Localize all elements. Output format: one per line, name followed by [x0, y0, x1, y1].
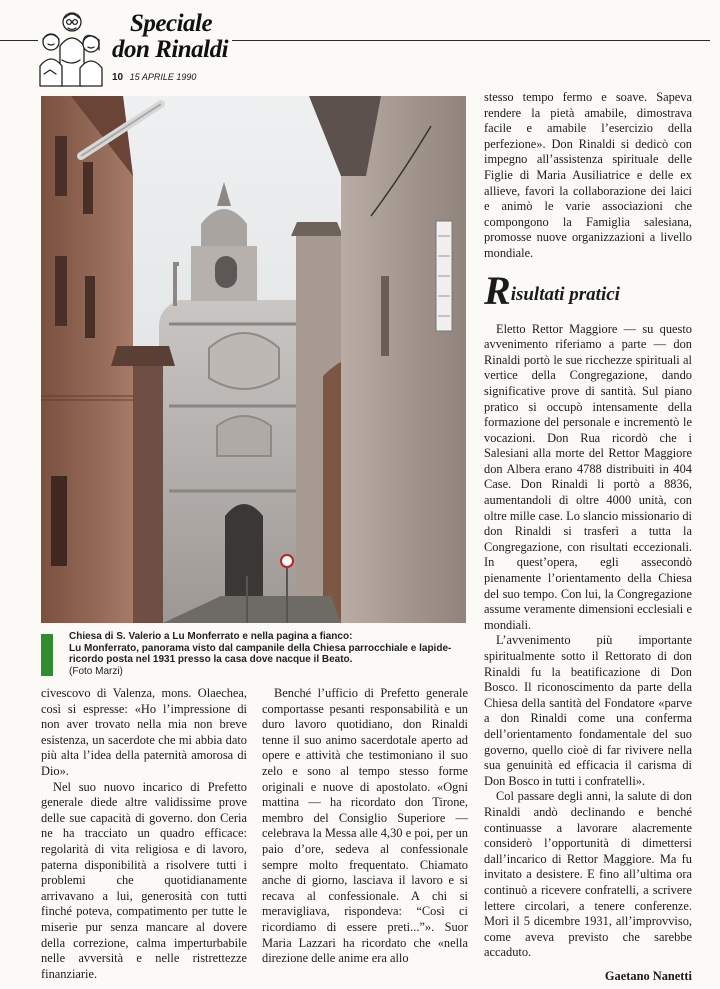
paragraph: Eletto Rettor Maggiore — su questo avvenimento riferiamo a parte — don Rinaldi portò le sue ricchezze spirituali al vertice della Congregazione, dando significative prove di santità. Sul piano pratico si occupò intensamente della formazione del personale e incrementò le vocazioni. Don Rua ricordò che i Salesiani alla morte del Rettor Maggiore don Albera erano 4788 distribuiti in 404 Case. Don Rinaldi li portò a 8836, aumentandoli di oltre 4000 unità, con oltre mille case. Lo slancio missionario di don Rinaldi si trasferì a tutta la Congregazione, con risultati eccezionali. In quest’opera, egli assecondò pienamente l’orientamento della Chiesa del suo tempo. Con lui, la Congregazione assume veramente dimensioni ecclesiali e mondiali.: [484, 321, 692, 632]
article-column-3: [484, 90, 692, 984]
header-rule-right: [232, 40, 710, 41]
issue-number: 10: [112, 72, 124, 83]
issue-date: 15 APRILE 1990: [129, 72, 197, 82]
author-signature: Gaetano Nanetti: [604, 968, 692, 983]
page-header: [0, 0, 720, 92]
photo-credit: (Foto Marzi): [69, 665, 123, 677]
caption-line-2: Lu Monferrato, panorama visto dal campanile della Chiesa parrocchiale e lapide-ricordo posta nel 1931 presso la casa dove nacque il Beato.: [69, 642, 452, 665]
article-column-1: [41, 686, 247, 982]
paragraph: civescovo di Valenza, mons. Olaechea, così si espresse: «Ho l’impressione di non aver trovato nella mia non breve esistenza, un sacerdote che mi abbia dato più alta l’idea della paternità amorosa di Dio».: [41, 686, 247, 778]
article-column-2: [262, 686, 468, 967]
paragraph: Col passare degli anni, la salute di don Rinaldi andò declinando e benché continuasse a lavorare alacremente considerò l’opportunità di dimettersi dall’incarico di Rettor Maggiore. Ma fu invitato a desistere. E fino all’ultima ora continuò a ricevere confratelli, a scrivere lettere circolari, a tenere conferenze. Morì il 5 dicembre 1931, all’improvviso, come aveva previsto che sarebbe accaduto.: [484, 789, 692, 960]
section-heading: [484, 267, 692, 313]
paragraph: L’avvenimento più importante spiritualmente sotto il Rettorato di don Rinaldi fu la beatificazione di Don Bosco. Il riconoscimento da parte della Chiesa della santità del Fondatore «parve a don Rinaldi come una conferma dell’orientamento fondamentale del suo governo, quello cioè di far rivivere nella sua genuinità ed efficacia il carisma di Don Bosco in tutti i confratelli».: [484, 633, 692, 788]
caption-accent-bar: [41, 634, 53, 676]
header-rule-left: [0, 40, 38, 41]
issue-info: [112, 72, 196, 83]
section-heading-text: isultati pratici: [510, 283, 620, 305]
paragraph: Nel suo nuovo incarico di Prefetto generale diede altre validissime prove delle sue capacità di governo. don Ceria ne ha tracciato un quadro efficace: regolarità di vita religiosa e di lavoro, paterna disponibilità a risolvere tutti i problemi che quotidianamente arrivavano a lui, generosità con tutti finché poteva, compatimento per tutte le miserie pur senza mancare al dovere della correzione, calma imperturbabile nelle avversità e nelle ristrettezze finanziarie.: [41, 779, 247, 981]
photo-caption: [41, 631, 466, 677]
caption-text: [69, 631, 466, 677]
paragraph: stesso tempo fermo e soave. Sapeva rendere la pietà amabile, dimostrava facile e amabile l’esercizio della perfezione». Don Rinaldi si dedicò con impegno all’assistenza spirituale delle Figlie di Maria Ausiliatrice e delle ex allieve, favorì la collaborazione dei laici e animò le varie associazioni che compongono la Famiglia salesiana, promosse nuove organizzazioni a livello mondiale.: [484, 90, 692, 260]
cartoon-figures-icon: [36, 6, 106, 88]
logo-line-2: don Rinaldi: [112, 36, 229, 63]
paragraph: Benché l’ufficio di Prefetto generale comportasse pesanti responsabilità e un duro lavoro quotidiano, don Rinaldi tenne il suo animo sacerdotale aperto ad opere e attività che testimoniano il suo zelo e sono al tempo stesso forme originali e nuove di apostolato. «Ogni mattina — ha ricordato don Tirone, membro del Consiglio Superiore — celebrava la Messa alle 4,30 e poi, per un paio d’ore, sedeva al confessionale sempre molto frequentato. Chiamato anche di giorno, lasciava il lavoro e si recava al confessionale. A chi si meravigliava, rispondeva: “Così ci ricordiamo di essere preti...”». Suor Maria Lazzari ha ricordato che «nella direzione delle anime era allo: [262, 686, 468, 966]
church-street-photo: [41, 96, 466, 623]
section-heading-initial: R: [484, 267, 511, 313]
logo-line-1: Speciale: [130, 10, 213, 37]
caption-line-1: Chiesa di S. Valerio a Lu Monferrato e nella pagina a fianco:: [69, 631, 353, 642]
